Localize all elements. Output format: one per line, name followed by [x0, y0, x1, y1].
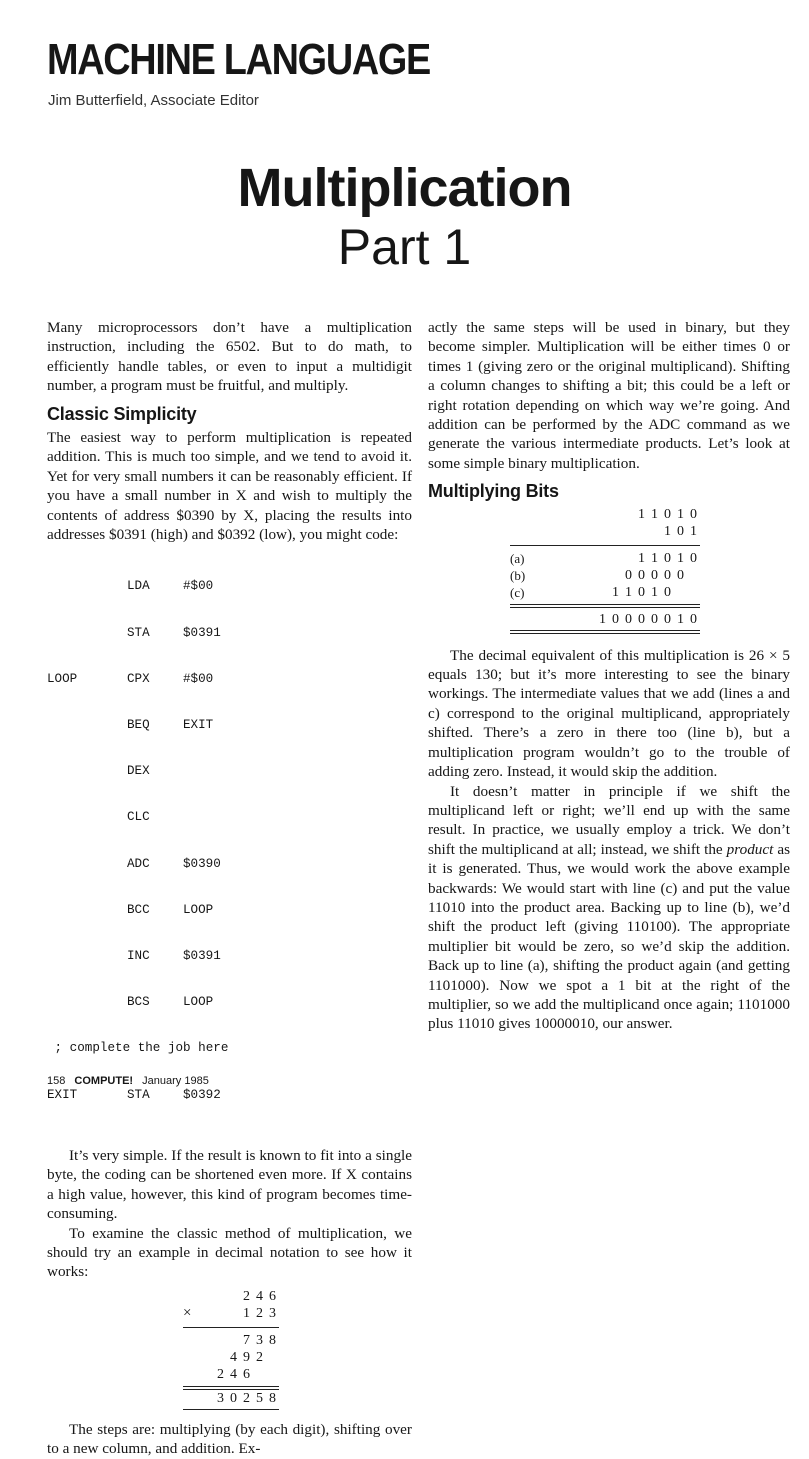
multiplicand-row: 2 4 6 [243, 1288, 276, 1304]
result-row: 1 0 0 0 0 0 1 0 [599, 611, 697, 627]
multiplicand-row: 1 1 0 1 0 [638, 506, 697, 522]
row-label: (c) [510, 584, 525, 600]
result-double-rule [510, 604, 700, 608]
code-line: CLC [127, 810, 150, 825]
result-underline [183, 1409, 279, 1410]
sum-rule [183, 1327, 279, 1328]
partial-product-row: 4 9 2 [230, 1349, 263, 1365]
right-column [428, 318, 790, 1034]
code-listing [47, 548, 412, 1133]
body-paragraph: The easiest way to perform multiplication is repeated addition. This is much too simple, and we tend to avoid it. Yet for very small numbers it can be reasonably efficient. If you have a small number in X and wish to multiply the contents of address $0390 by X, placing the results into addresses $0391 (high) and $0392 (low), you might code: [47, 429, 412, 544]
body-paragraph: actly the same steps will be used in binary, but they become simpler. Multiplication will be either times 0 or times 1 (giving zero or the original multiplicand). Shifting a column changes to shifting a bit; this could be a left or right rotation depending on which way we’re going. And addition can be performed by the ADC command as we generate the various intermediate products. Let’s look at some simple binary multiplication. [428, 319, 790, 472]
body-paragraph: The steps are: multiplying (by each digit), shifting over to a new column, and addition. Ex- [47, 1420, 412, 1458]
decimal-multiplication-example [183, 1288, 279, 1410]
section-heading-multiplying-bits: Multiplying Bits [428, 481, 559, 502]
code-line: BCS LOOP [127, 995, 214, 1010]
sum-rule [510, 545, 700, 546]
page-number: 158 [47, 1075, 66, 1087]
row-label: (a) [510, 550, 525, 566]
code-line: LOOP CPX #$00 [47, 671, 214, 686]
article-subtitle: Part 1 [337, 219, 472, 275]
binary-multiplication-example [510, 506, 700, 634]
code-line: LDA #$00 [127, 579, 214, 594]
multiplier-row: × 1 2 3 [183, 1304, 276, 1321]
article-title: Multiplication [237, 158, 572, 218]
times-sign: × [183, 1304, 192, 1321]
partial-row-c: (c) 1 1 0 1 0 [510, 584, 671, 600]
left-column [47, 318, 412, 1459]
magazine-name: COMPUTE! [74, 1075, 134, 1087]
body-paragraph: It’s very simple. If the result is known to fit into a single byte, the coding can be shortened even more. If X contains a high value, however, this kind of program becomes time-consuming. [47, 1146, 412, 1223]
code-line: DEX [127, 764, 150, 779]
result-row: 3 0 2 5 8 [217, 1390, 276, 1406]
body-paragraph: It doesn’t matter in principle if we shift the multiplicand left or right; we’ll end up with the same result. In practice, we usually employ a trick. We don’t shift the multiplicand at all; instead, we shift the product as it is generated. Thus, we would work the above example backwards: We would start with line (c) and put the value 11010 into the product area. Backing up to line (b), we’d shift the product left (giving 110100). The appropriate multiplier bit would be zero, so we’d skip the addition. Back up to line (a), shifting the product again (and getting 1101000). Now we spot a 1 bit at the right of the multiplier, so we add the multiplicand once again; 1101000 plus 11010 gives 10000010, our answer. [428, 782, 790, 1033]
column-title: MACHINE LANGUAGE [47, 35, 430, 84]
code-line: EXIT STA $0392 [47, 1087, 221, 1102]
code-line: STA $0391 [127, 625, 221, 640]
code-line: INC $0391 [127, 949, 221, 964]
intro-paragraph: Many microprocessors don’t have a multiplication instruction, including the 6502. But to do math, to efficiently handle tables, or even to input a multidigit number, a program must be fruitful, and multiply. [47, 319, 412, 395]
partial-row-b: (b) 0 0 0 0 0 [510, 567, 684, 583]
multiplier-row: 1 0 1 [664, 523, 697, 539]
partial-product-row: 2 4 6 [217, 1366, 250, 1382]
partial-product-row: 7 3 8 [243, 1332, 276, 1348]
code-line: BCC LOOP [127, 902, 214, 917]
body-paragraph: To examine the classic method of multiplication, we should try an example in decimal notation to see how it works: [47, 1224, 412, 1281]
partial-row-a: (a) 1 1 0 1 0 [510, 550, 697, 566]
section-heading-classic-simplicity: Classic Simplicity [47, 403, 197, 424]
code-line: BEQ EXIT [127, 717, 214, 732]
emphasis-product: product [726, 840, 774, 858]
result-underline [510, 630, 700, 634]
row-label: (b) [510, 567, 526, 583]
issue-date: January 1985 [142, 1075, 209, 1087]
page-footer [47, 1075, 209, 1087]
code-comment: ; complete the job here [47, 1041, 229, 1056]
body-paragraph: The decimal equivalent of this multiplication is 26 × 5 equals 130; but it’s more interesting to see the binary workings. The intermediate values that we add (lines a and c) correspond to the original multiplicand, appropriately shifted. There’s a zero in there too (line b), but a multiplication program wouldn’t go to the trouble of adding zero. Instead, it would skip the addition. [428, 646, 790, 781]
byline: Jim Butterfield, Associate Editor [48, 92, 259, 109]
code-line: ADC $0390 [127, 856, 221, 871]
